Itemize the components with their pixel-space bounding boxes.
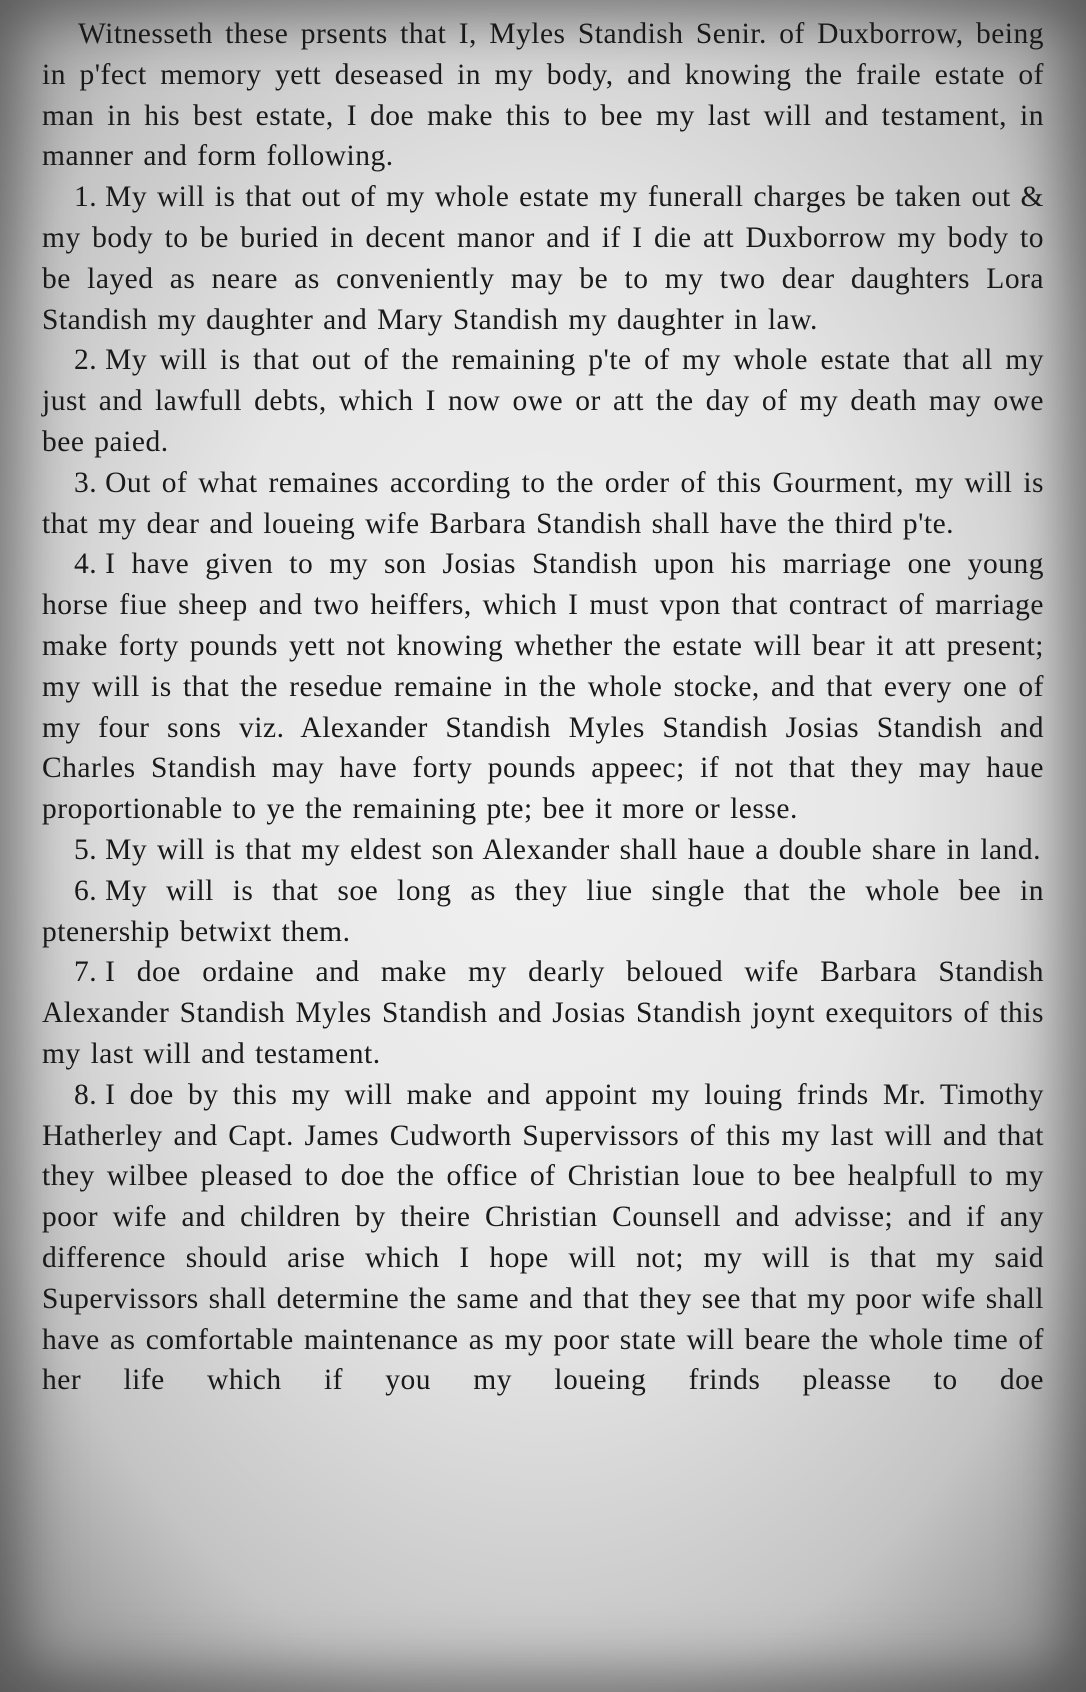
paragraph-5 — [42, 830, 1044, 871]
paragraph-number: 1. — [74, 181, 98, 214]
paragraph-4 — [42, 544, 1044, 830]
paragraph-number: 6. — [74, 874, 98, 907]
paragraph-7 — [42, 952, 1044, 1074]
paragraph-text: I doe by this my will make and appoint my louing frinds Mr. Timothy Hatherley and Capt. James Cudworth Supervissors of this my last will and that they wilbee pleased to doe the office of Christian loue to bee healpfull to my poor wife and children by theire Christian Counsell and advisse; and if any difference should arise which I hope will not; my will is that my said Supervissors shall determine the same and that they see that my poor wife shall have as comfortable maintenance as my poor state will beare the whole time of her life which if you my loueing frinds pleasse to doe — [42, 1078, 1044, 1397]
paragraph-text: My will is that my eldest son Alexander shall haue a double share in land. — [105, 833, 1042, 866]
paragraph-1 — [42, 177, 1044, 340]
paragraph-text: My will is that out of my whole estate my funerall charges be taken out & my body to be buried in decent manor and if I die att Duxborrow my body to be layed as neare as conveniently may be to my two dear daughters Lora Standish my daughter and Mary Standish my daughter in law. — [42, 181, 1044, 336]
paragraph-number: 3. — [74, 466, 98, 499]
paragraph-number: 8. — [74, 1078, 98, 1111]
paragraph-text: My will is that soe long as they liue single that the whole bee in ptenership betwixt them. — [42, 874, 1044, 948]
paragraph-3 — [42, 463, 1044, 545]
paragraph-number: 4. — [74, 548, 98, 581]
paragraph-number: 7. — [74, 956, 98, 989]
paragraph-2 — [42, 340, 1044, 462]
paragraph-number: 5. — [74, 833, 98, 866]
paragraph-6 — [42, 871, 1044, 953]
paragraph-8 — [42, 1075, 1044, 1401]
paragraph-text: Out of what remaines according to the order of this Gourment, my will is that my dear and loueing wife Barbara Standish shall have the third p'te. — [42, 466, 1044, 540]
paragraph-text: Witnesseth these prsents that I, Myles Standish Senir. of Duxborrow, being in p'fect memory yett deseased in my body, and knowing the fraile estate of man in his best estate, I doe make this to bee my last will and testament, in manner and form following. — [42, 18, 1044, 173]
paragraph-text: My will is that out of the remaining p'te of my whole estate that all my just and lawfull debts, which I now owe or att the day of my death may owe bee paied. — [42, 344, 1044, 458]
paragraph-preamble — [42, 14, 1044, 177]
paragraph-text: I have given to my son Josias Standish upon his marriage one young horse fiue sheep and two heiffers, which I must vpon that contract of marriage make forty pounds yett not knowing whether the estate will bear it att present; my will is that the resedue remaine in the whole stocke, and that every one of my four sons viz. Alexander Standish Myles Standish Josias Standish and Charles Standish may have forty pounds appeec; if not that they may haue proportionable to ye the remaining pte; bee it more or lesse. — [42, 548, 1044, 826]
paragraph-number: 2. — [74, 344, 98, 377]
paragraph-text: I doe ordaine and make my dearly beloued wife Barbara Standish Alexander Standish Myles Standish and Josias Standish joynt exequitors of this my last will and testament. — [42, 956, 1044, 1070]
